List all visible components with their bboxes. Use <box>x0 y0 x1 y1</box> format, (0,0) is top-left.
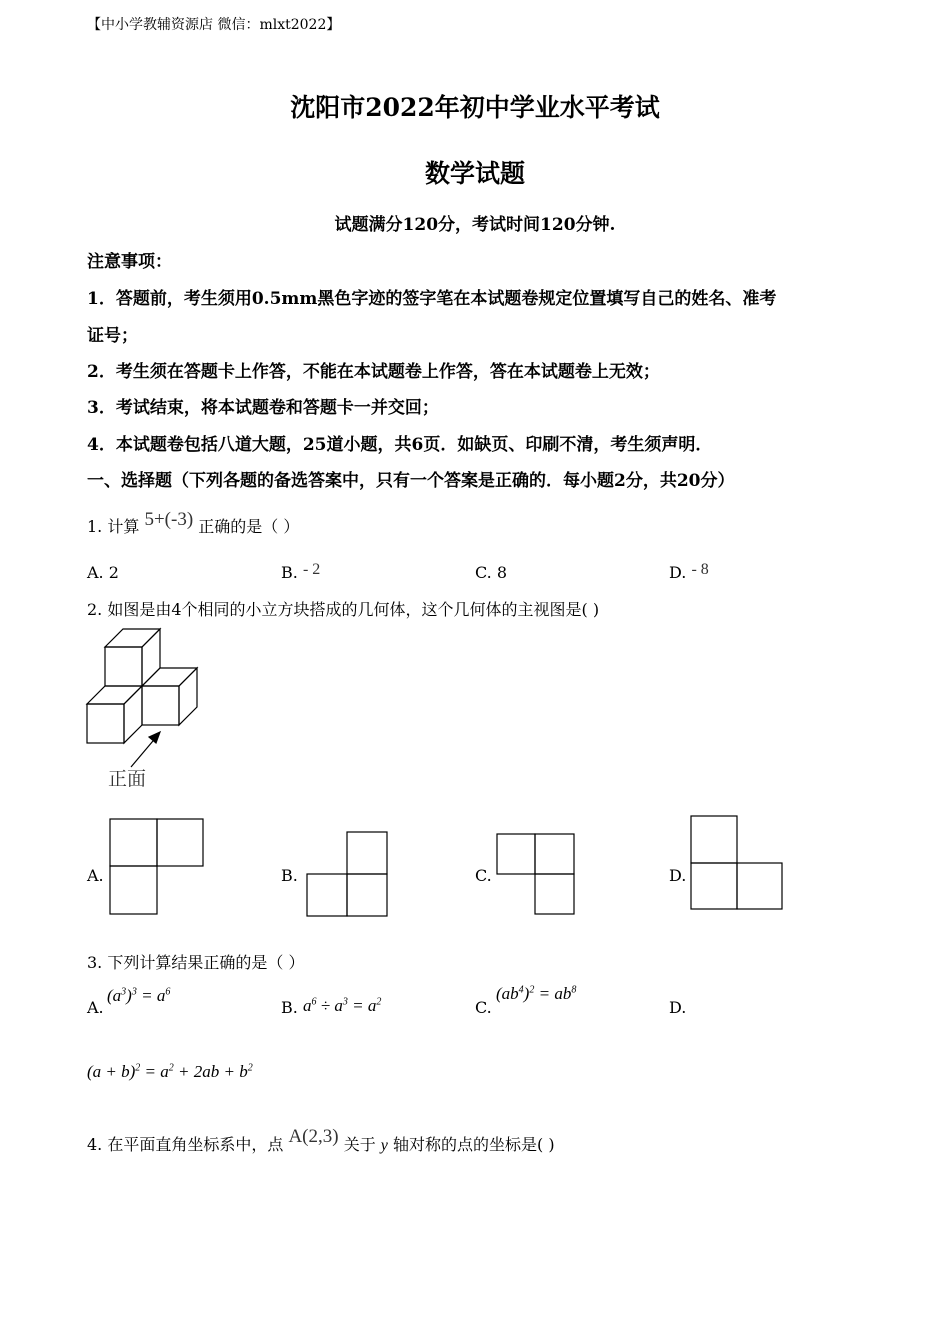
q2-option-d: D. <box>669 866 687 885</box>
section-heading: 一、选择题（下列各题的备选答案中，只有一个答案是正确的．每小题2分，共20分） <box>87 471 735 491</box>
q3-option-b: B. <box>281 998 298 1017</box>
q1-option-d <box>669 563 709 583</box>
notes-heading: 注意事项： <box>87 252 172 272</box>
q1-option-d-label: D. <box>669 563 687 582</box>
note-item-1: 1．答题前，考生须用0.5mm黑色字迹的签字笔在本试题卷规定位置填写自己的姓名、准考 <box>87 289 777 309</box>
q3-option-d: D. <box>669 998 687 1017</box>
q1-option-b-value: - 2 <box>302 561 321 578</box>
q4-mid: 关于 <box>343 1135 376 1154</box>
question-2: 2. 如图是由4个相同的小立方块搭成的几何体，这个几何体的主视图是( ) <box>87 600 600 619</box>
q1-expression: 5+(-3) <box>144 509 194 530</box>
q1-suffix: 正确的是（ ） <box>198 517 300 536</box>
q2-option-a: A. <box>87 866 104 885</box>
q3-option-b-expr: $a^6 \div a^3 = a^2$ <box>303 996 382 1015</box>
q1-option-a: A. 2 <box>87 563 119 582</box>
q2-option-a-figure <box>109 818 205 916</box>
q1-prefix: 1. 计算 <box>87 517 140 536</box>
exam-info: 试题满分120分，考试时间120分钟. <box>334 215 616 235</box>
note-item-4: 4．本试题卷包括八道大题，25道小题，共6页．如缺页、印刷不清，考生须声明． <box>87 435 713 455</box>
q3-option-a: A. <box>87 998 104 1017</box>
front-view-label: 正面 <box>108 768 147 790</box>
question-1 <box>87 509 300 538</box>
q2-option-b-figure <box>306 831 390 918</box>
exam-subject: 数学试题 <box>424 159 525 188</box>
q4-suffix: 轴对称的点的坐标是( ) <box>393 1135 555 1154</box>
note-item-2: 2．考生须在答题卡上作答，不能在本试题卷上作答，答在本试题卷上无效； <box>87 362 660 382</box>
exam-title: 沈阳市2022年初中学业水平考试 <box>290 93 660 122</box>
q2-option-c-figure <box>496 833 578 916</box>
q3-option-c: C. <box>475 998 492 1017</box>
q1-option-b-label: B. <box>281 563 298 582</box>
note-item-1-cont: 证号； <box>87 326 138 346</box>
q2-option-d-figure <box>690 815 785 912</box>
q3-option-d-expr: $(a + b)^2 = a^2 + 2ab + b^2$ <box>87 1062 253 1081</box>
q3-option-a-expr: $(a^3)^3 = a^6$ <box>107 986 171 1005</box>
question-4 <box>87 1126 555 1156</box>
note-item-3: 3．考试结束，将本试题卷和答题卡一并交回； <box>87 398 439 418</box>
q4-point: A(2,3) <box>288 1126 339 1147</box>
q3-option-c-expr: $(ab^4)^2 = ab^8$ <box>496 984 577 1003</box>
question-3: 3. 下列计算结果正确的是（ ） <box>87 953 305 972</box>
q1-option-c: C. 8 <box>475 563 508 582</box>
q2-option-b: B. <box>281 866 298 885</box>
q4-prefix: 4. 在平面直角坐标系中，点 <box>87 1135 284 1154</box>
q4-var: y <box>380 1137 388 1154</box>
q2-option-c: C. <box>475 866 492 885</box>
q1-option-b <box>281 563 320 583</box>
q1-option-d-value: - 8 <box>691 561 709 578</box>
header-watermark: 【中小学教辅资源店 微信：mlxt2022】 <box>87 17 341 33</box>
